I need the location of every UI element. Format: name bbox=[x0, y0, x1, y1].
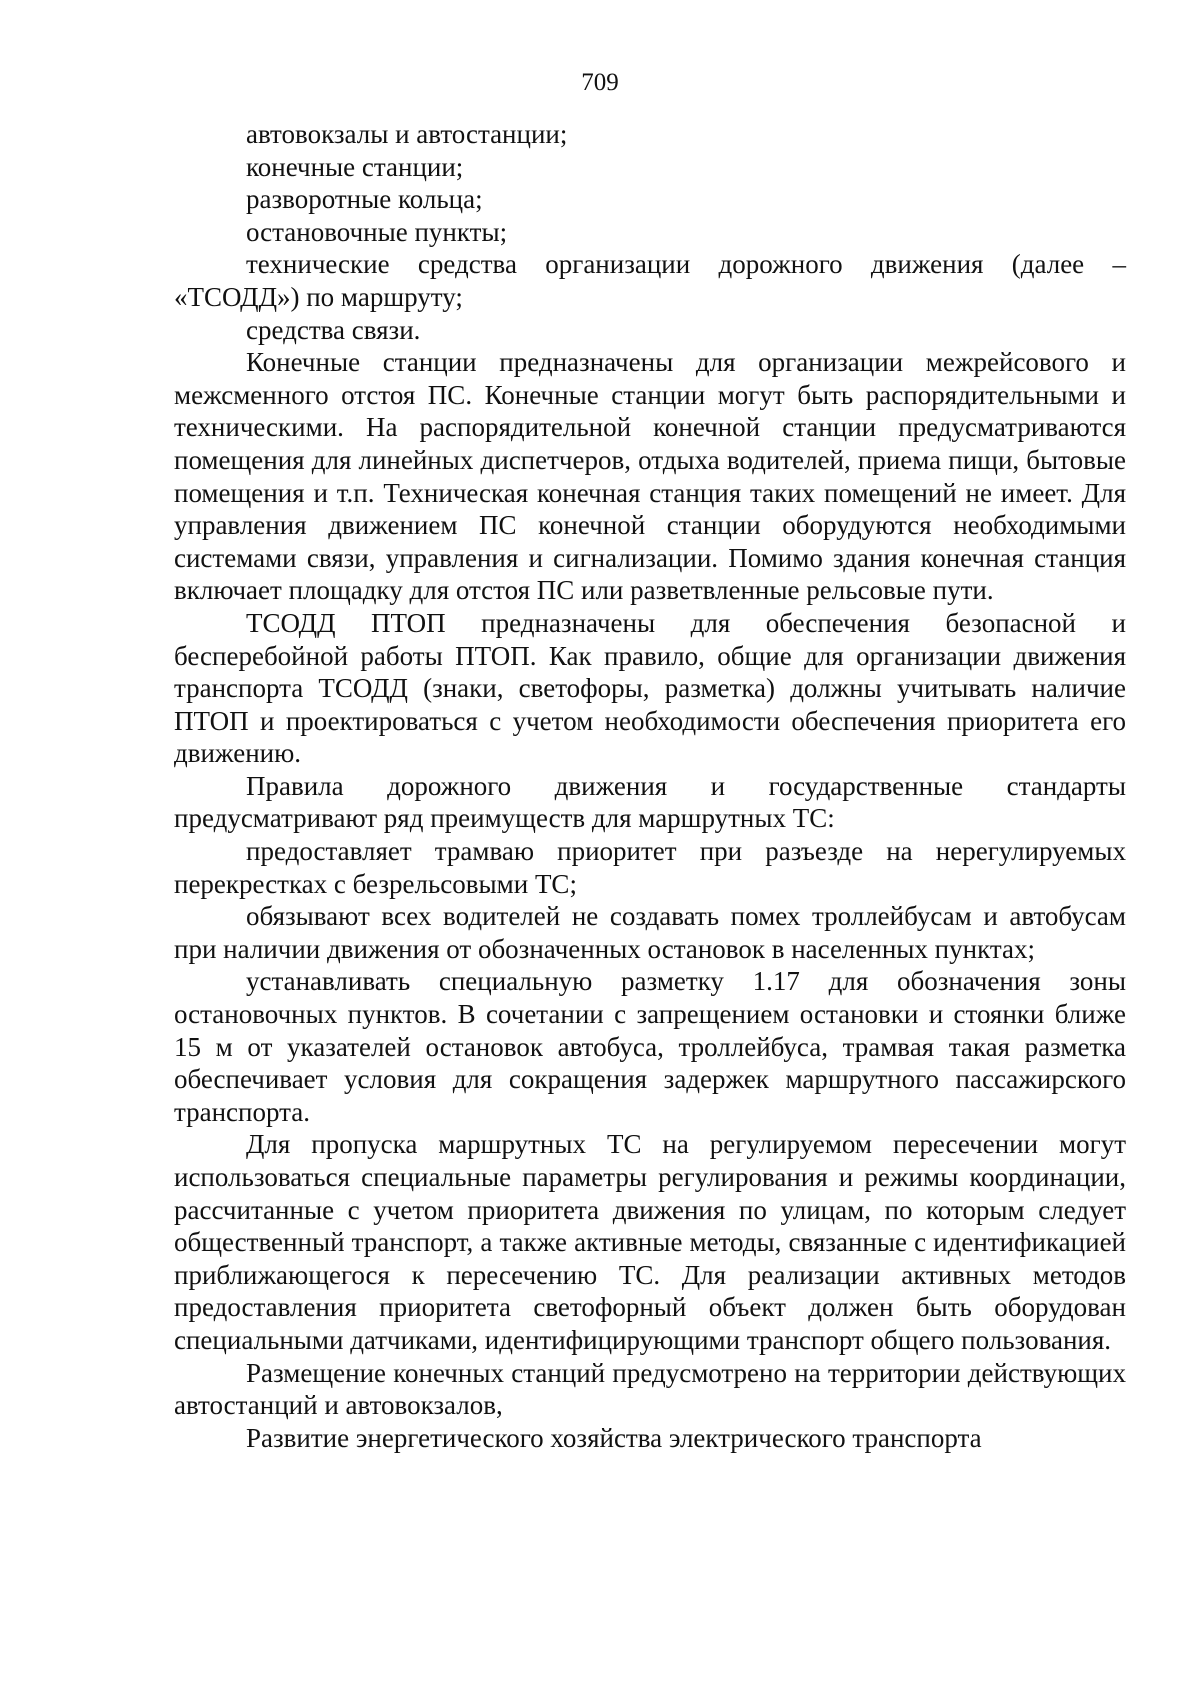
list-item-stop-points: остановочные пункты; bbox=[246, 216, 508, 247]
paragraph-terminal-stations: Конечные станции предназначены для организации межрейсового и межсменного отстоя ПС. Конечные станции могут быть распорядительными и техническими. На распорядительной конечной станции предусматриваются помещения для линейных диспетчеров, отдыха водителей, приема пищи, бытовые помещения и т.п. Техническая конечная станция таких помещений не имеет. Для управления движением ПС конечной станции оборудуются необходимыми системами связи, управления и сигнализации. Помимо здания конечная станция включает площадку для отстоя ПС или разветвленные рельсовые пути. bbox=[174, 347, 1126, 606]
paragraph-traffic-rules: Правила дорожного движения и государственные стандарты предусматривают ряд преимуществ для маршрутных ТС: bbox=[174, 770, 1126, 834]
paragraph-tsodd-ptop: ТСОДД ПТОП предназначены для обеспечения безопасной и бесперебойной работы ПТОП. Как правило, общие для организации движения транспорта ТСОДД (знаки, светофоры, разметка) должны учитывать наличие ПТОП и проектироваться с учетом необходимости обеспечения приоритета его движению. bbox=[174, 607, 1126, 769]
document-body bbox=[174, 118, 1126, 1454]
paragraph-terminal-placement: Размещение конечных станций предусмотрено на территории действующих автостанций и автовокзалов, bbox=[174, 1357, 1126, 1421]
list-item-traffic-control-means: технические средства организации дорожного движения (далее – «ТСОДД») по маршруту; bbox=[174, 249, 1126, 312]
paragraph-signal-priority: Для пропуска маршрутных ТС на регулируемом пересечении могут использоваться специальные параметры регулирования и режимы координации, рассчитанные с учетом приоритета движения по улицам, по которым следует общественный транспорт, а также активные методы, связанные с идентификацией приближающегося к пересечению ТС. Для реализации активных методов предоставления приоритета светофорный объект должен быть оборудован специальными датчиками, идентифицирующими транспорт общего пользования. bbox=[174, 1129, 1126, 1355]
list-item-special-marking: устанавливать специальную разметку 1.17 для обозначения зоны остановочных пунктов. В сочетании с запрещением остановки и стоянки ближе 15 м от указателей остановок автобуса, троллейбуса, трамвая такая разметка обеспечивает условия для сокращения задержек маршрутного пассажирского транспорта. bbox=[174, 966, 1126, 1127]
list-item-communication-means: средства связи. bbox=[246, 314, 421, 345]
list-item-bus-stations: автовокзалы и автостанции; bbox=[246, 119, 568, 149]
paragraph-energy-development: Развитие энергетического хозяйства электрического транспорта bbox=[246, 1422, 982, 1453]
list-item-no-obstruction: обязывают всех водителей не создавать помех троллейбусам и автобусам при наличии движения от обозначенных остановок в населенных пунктах; bbox=[174, 901, 1126, 964]
page-number: 709 bbox=[581, 69, 619, 96]
list-item-turning-loops: разворотные кольца; bbox=[246, 184, 483, 215]
list-item-terminal-stations: конечные станции; bbox=[246, 151, 464, 182]
list-item-tram-priority: предоставляет трамваю приоритет при разъезде на нерегулируемых перекрестках с безрельсовыми ТС; bbox=[174, 836, 1126, 899]
